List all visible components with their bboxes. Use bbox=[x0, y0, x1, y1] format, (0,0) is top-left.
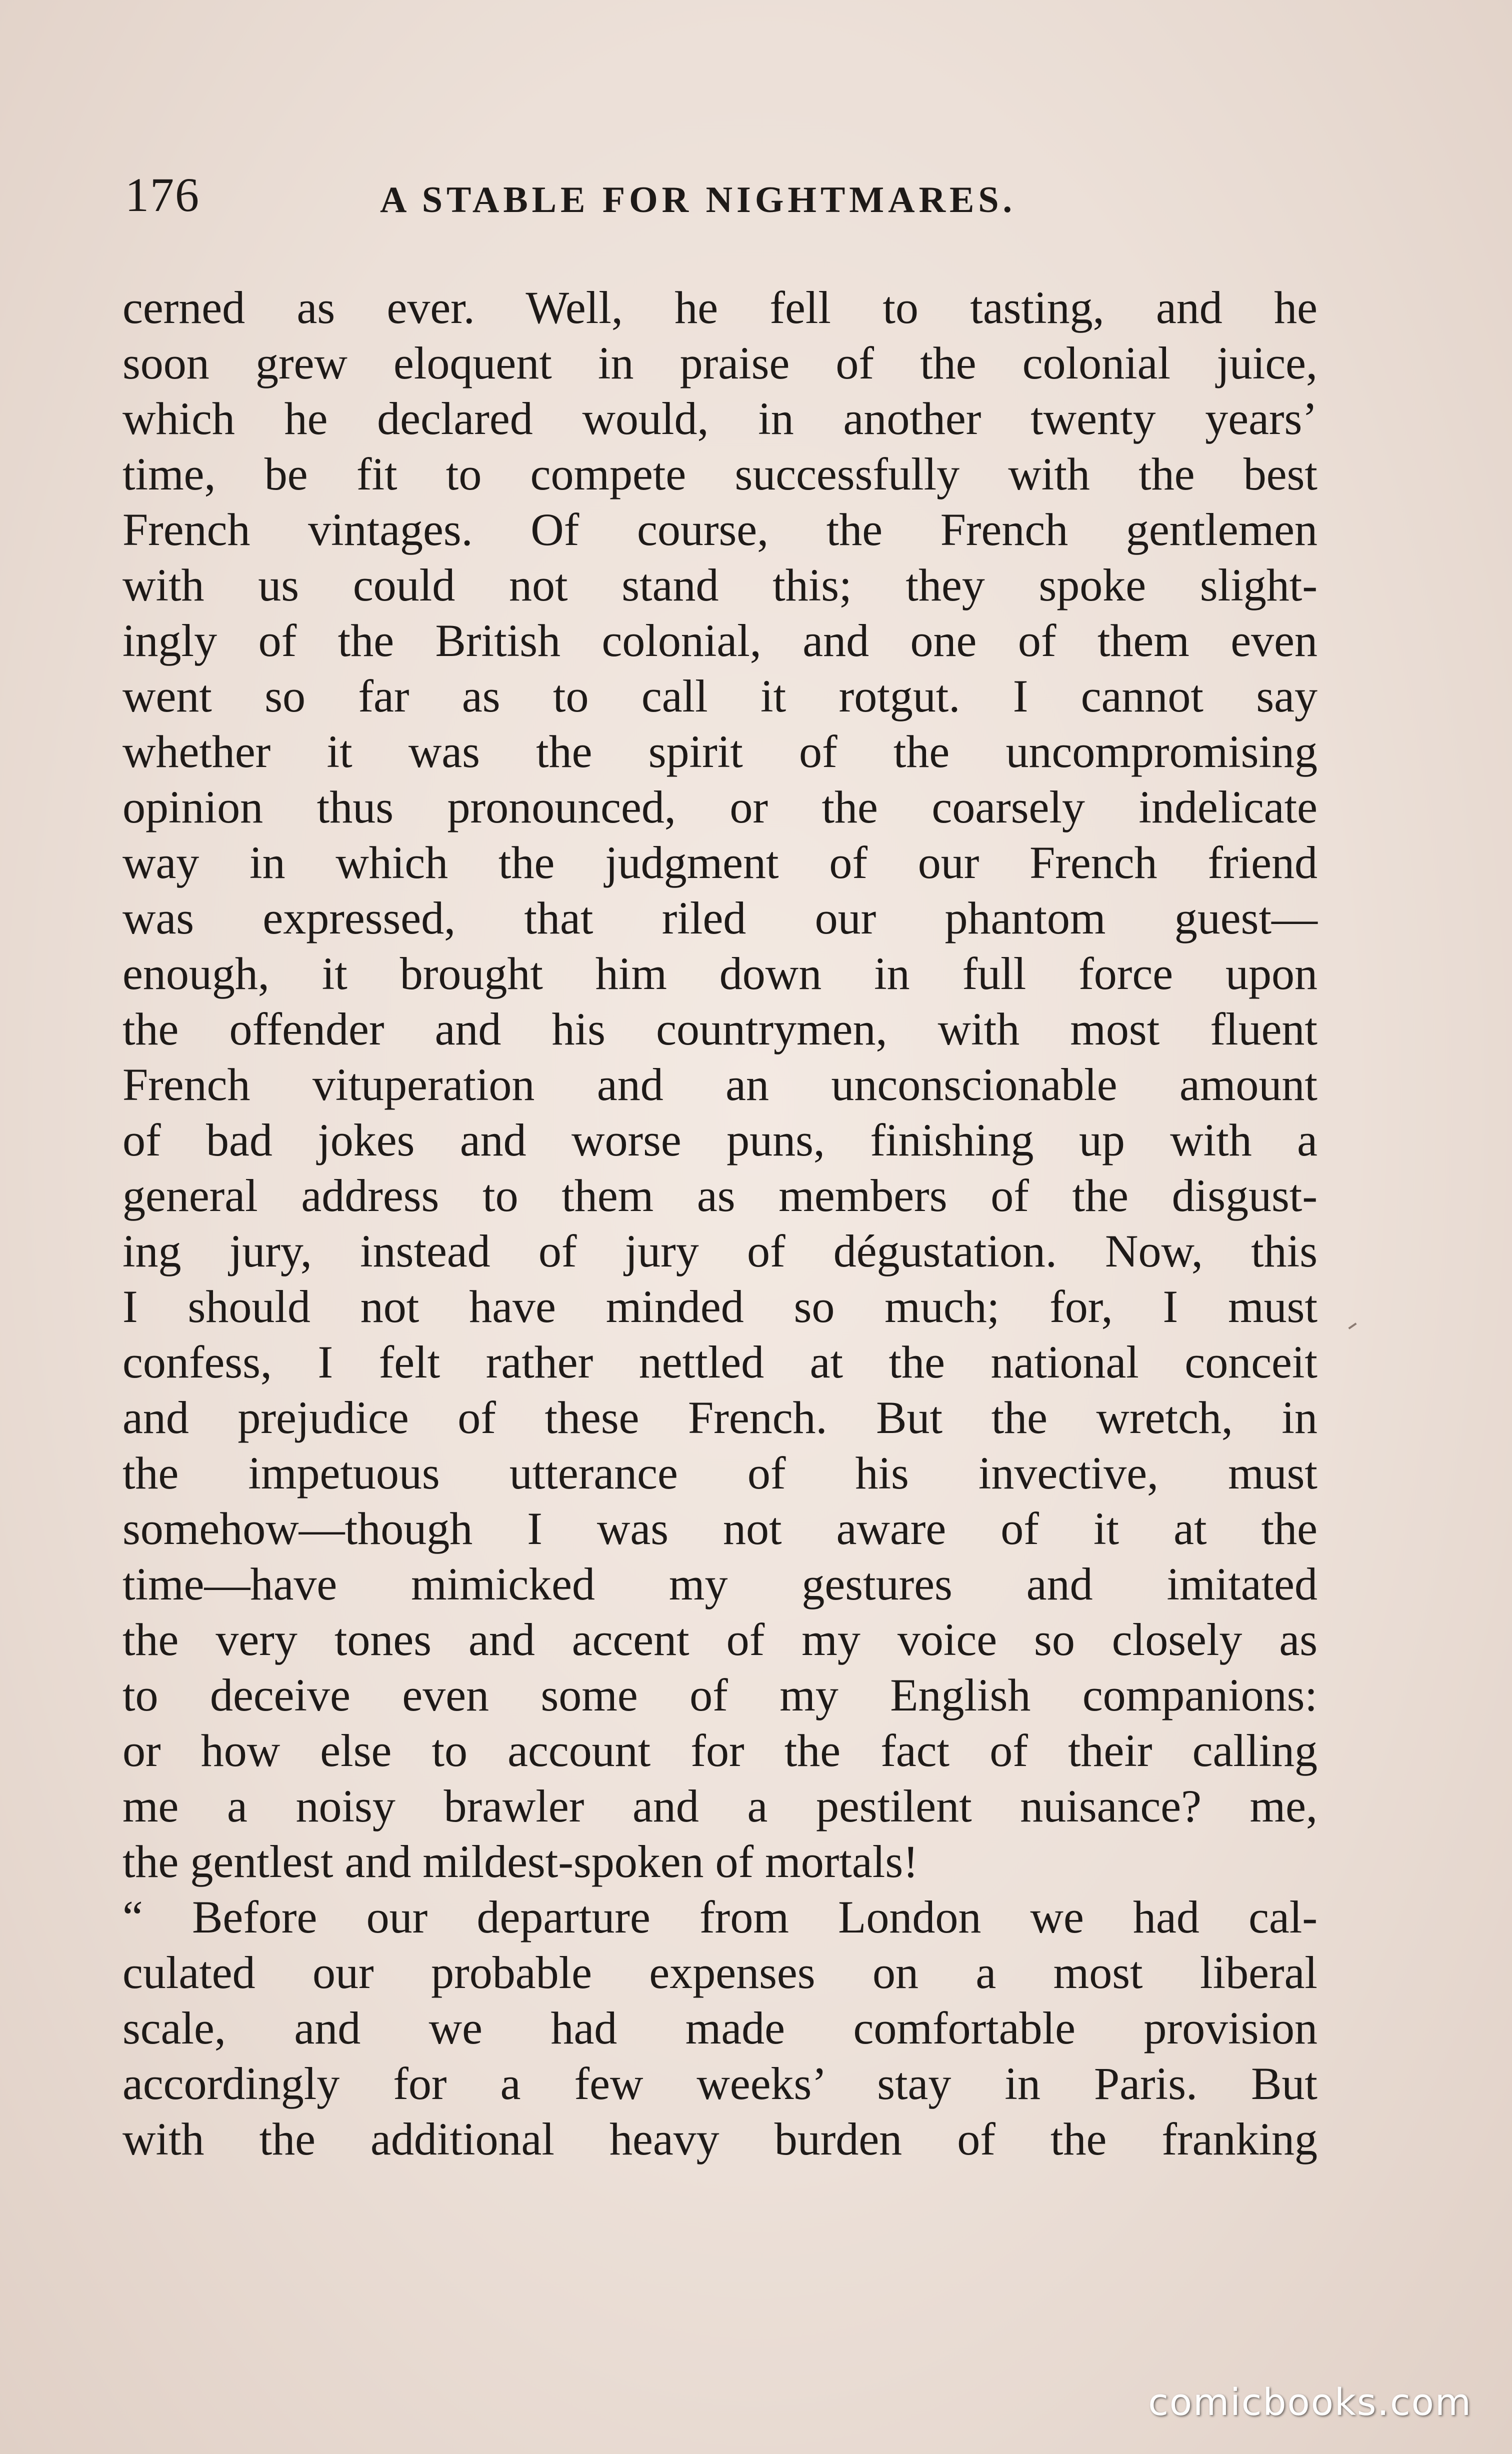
text-line: French vituperation and an unconscionable amount bbox=[122, 1059, 1318, 1110]
text-line: soon grew eloquent in praise of the colonial juice, bbox=[122, 338, 1318, 388]
text-line: was expressed, that riled our phantom guest— bbox=[122, 892, 1318, 944]
text-line: which he declared would, in another twenty years’ bbox=[122, 393, 1318, 444]
text-line: ing jury, instead of jury of dégustation. Now, this bbox=[122, 1226, 1318, 1276]
text-line: confess, I felt rather nettled at the national conceit bbox=[122, 1336, 1318, 1388]
text-line: whether it was the spirit of the uncompromising bbox=[122, 726, 1318, 777]
text-line: way in which the judgment of our French friend bbox=[122, 837, 1318, 888]
page-header bbox=[125, 165, 1315, 225]
text-line: general address to them as members of the disgust- bbox=[122, 1170, 1318, 1221]
text-line: went so far as to call it rotgut. I cannot say bbox=[122, 670, 1318, 722]
text-line: culated our probable expenses on a most liberal bbox=[122, 1947, 1318, 1998]
text-line: the very tones and accent of my voice so closely as bbox=[122, 1614, 1318, 1665]
text-line: opinion thus pronounced, or the coarsely indelicate bbox=[122, 782, 1318, 832]
text-line: me a noisy brawler and a pestilent nuisance? me, bbox=[122, 1780, 1318, 1832]
text-line: the impetuous utterance of his invective, must bbox=[122, 1448, 1318, 1498]
text-line: and prejudice of these French. But the wretch, in bbox=[122, 1392, 1318, 1443]
text-line: accordingly for a few weeks’ stay in Paris. But bbox=[122, 2058, 1318, 2109]
text-line: of bad jokes and worse puns, finishing up with a bbox=[122, 1114, 1318, 1166]
text-line: cerned as ever. Well, he fell to tasting, and he bbox=[122, 282, 1318, 333]
text-line: the gentlest and mildest-spoken of mortals! bbox=[122, 1836, 918, 1887]
page-number: 176 bbox=[125, 168, 200, 222]
text-line: “ Before our departure from London we had cal- bbox=[122, 1892, 1318, 1942]
text-line: or how else to account for the fact of their calling bbox=[122, 1725, 1318, 1776]
text-line: with the additional heavy burden of the franking bbox=[122, 2114, 1318, 2164]
text-line: to deceive even some of my English companions: bbox=[122, 1670, 1318, 1720]
watermark: comicbooks.com bbox=[1148, 2381, 1472, 2424]
text-line: somehow—though I was not aware of it at the bbox=[122, 1503, 1318, 1554]
text-line: French vintages. Of course, the French gentlemen bbox=[122, 504, 1318, 555]
body-text bbox=[122, 280, 1318, 2167]
text-line: time, be fit to compete successfully with the best bbox=[122, 448, 1318, 500]
running-head: A STABLE FOR NIGHTMARES. bbox=[380, 180, 1016, 220]
text-line: ingly of the British colonial, and one of them even bbox=[122, 615, 1318, 666]
text-line: scale, and we had made comfortable provision bbox=[122, 2002, 1318, 2054]
text-line: time—have mimicked my gestures and imitated bbox=[122, 1558, 1318, 1610]
text-line: with us could not stand this; they spoke slight- bbox=[122, 560, 1318, 610]
paper-mark bbox=[1348, 1322, 1356, 1330]
text-line: the offender and his countrymen, with most fluent bbox=[122, 1004, 1318, 1054]
text-line: I should not have minded so much; for, I must bbox=[122, 1281, 1318, 1332]
text-line: enough, it brought him down in full force upon bbox=[122, 948, 1318, 999]
